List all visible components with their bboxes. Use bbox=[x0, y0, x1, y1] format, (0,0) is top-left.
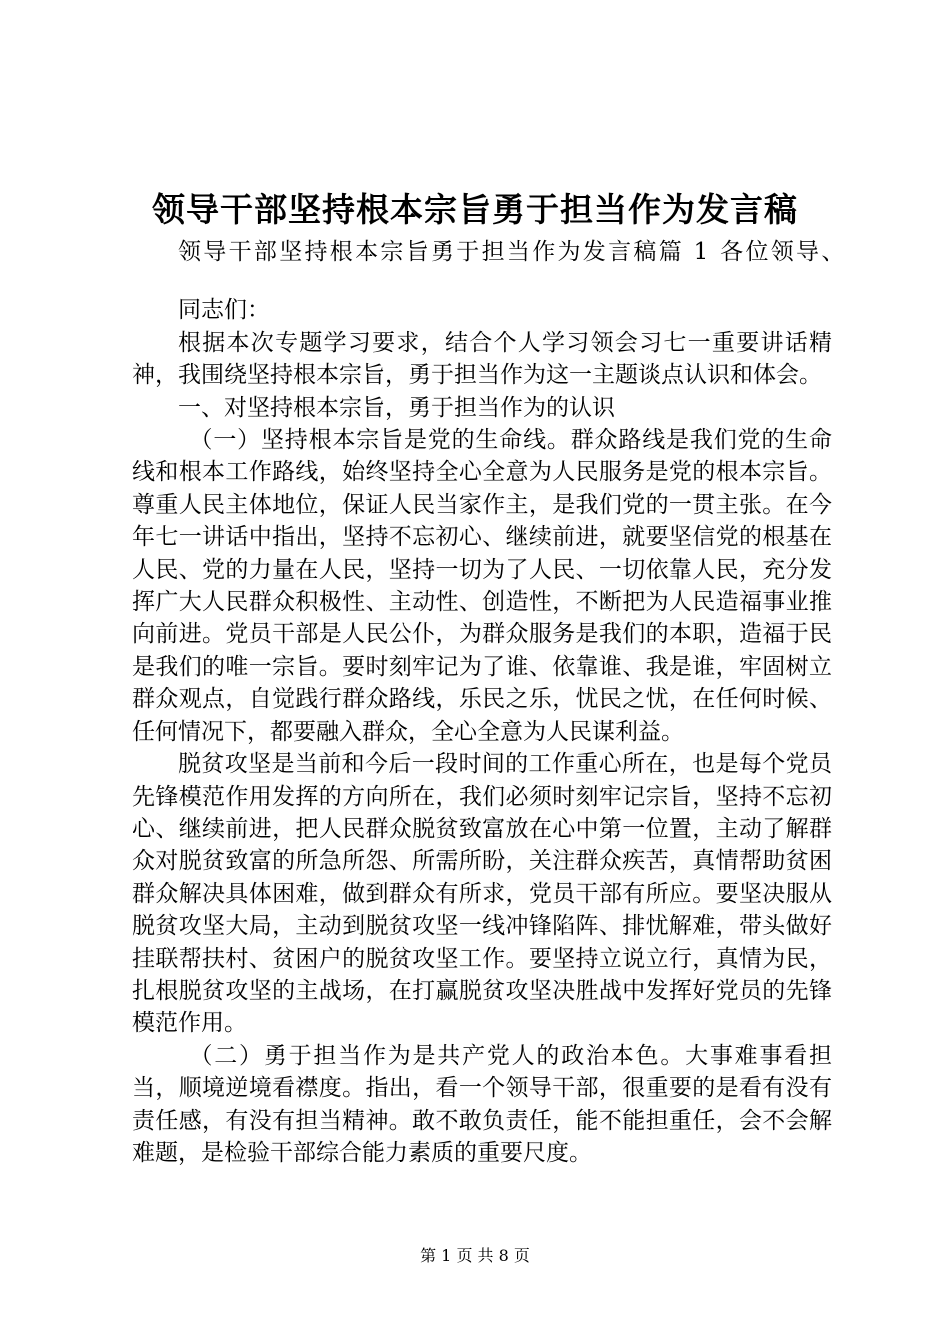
intro-line: 领导干部坚持根本宗旨勇于担当作为发言稿篇 1 各位领导、 bbox=[178, 239, 847, 265]
paragraph-1: 根据本次专题学习要求，结合个人学习领会习七一重要讲话精神，我围绕坚持根本宗旨，勇于担当作为这一主题谈点认识和体会。 bbox=[132, 329, 832, 389]
paragraph-2: （一）坚持根本宗旨是党的生命线。群众路线是我们党的生命线和根本工作路线，始终坚持全心全意为人民服务是党的根本宗旨。尊重人民主体地位，保证人民当家作主，是我们党的一贯主张。在今年七一讲话中指出，坚持不忘初心、继续前进，就要坚信党的根基在人民、党的力量在人民，坚持一切为了人民、一切依靠人民，充分发挥广大人民群众积极性、主动性、创造性，不断把为人民造福事业推向前进。党员干部是人民公仆，为群众服务是我们的本职，造福于民是我们的唯一宗旨。要时刻牢记为了谁、依靠谁、我是谁，牢固树立群众观点，自觉践行群众路线，乐民之乐，忧民之忧，在任何时候、任何情况下，都要融入群众，全心全意为人民谋利益。 bbox=[132, 427, 832, 745]
paragraph-4: （二）勇于担当作为是共产党人的政治本色。大事难事看担当，顺境逆境看襟度。指出，看一个领导干部，很重要的是看有没有责任感，有没有担当精神。敢不敢负责任，能不能担重任，会不会解难题，是检验干部综合能力素质的重要尺度。 bbox=[132, 1042, 832, 1166]
document-body bbox=[132, 236, 847, 1169]
paragraph-3: 脱贫攻坚是当前和今后一段时间的工作重心所在，也是每个党员先锋模范作用发挥的方向所在，我们必须时刻牢记宗旨，坚持不忘初心、继续前进，把人民群众脱贫致富放在心中第一位置，主动了解群众对脱贫致富的所急所怨、所需所盼，关注群众疾苦，真情帮助贫困群众解决具体困难，做到群众有所求，党员干部有所应。要坚决服从脱贫攻坚大局，主动到脱贫攻坚一线冲锋陷阵、排忧解难，带头做好挂联帮扶村、贫困户的脱贫攻坚工作。要坚持立说立行，真情为民，扎根脱贫攻坚的主战场，在打赢脱贫攻坚决胜战中发挥好党员的先锋模范作用。 bbox=[132, 751, 832, 1037]
page-footer: 第 1 页 共 8 页 bbox=[420, 1246, 530, 1265]
document-title: 领导干部坚持根本宗旨勇于担当作为发言稿 bbox=[152, 190, 798, 229]
section-heading-1: 一、对坚持根本宗旨，勇于担当作为的认识 bbox=[178, 394, 615, 421]
salutation: 同志们： bbox=[178, 297, 270, 324]
